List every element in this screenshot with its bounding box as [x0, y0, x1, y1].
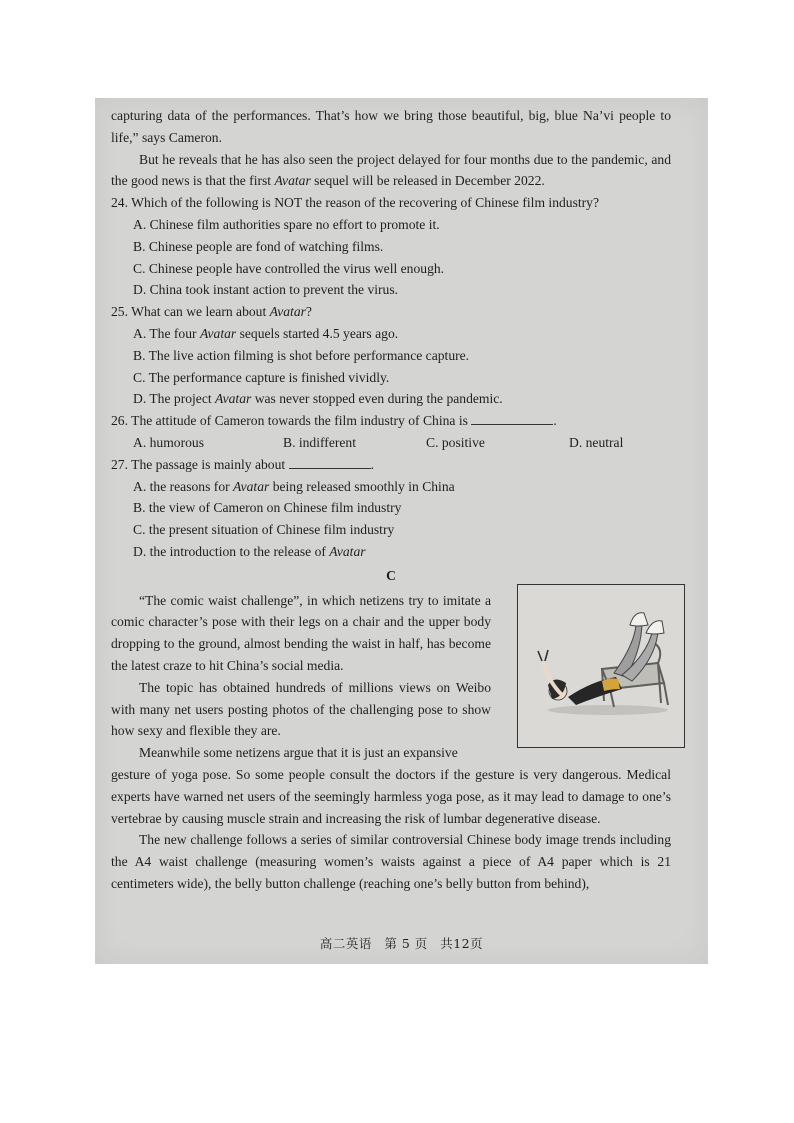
text-span: sequels started 4.5 years ago.: [236, 325, 399, 341]
text-span: 26. The attitude of Cameron towards the film industry of China is: [111, 413, 468, 429]
question-26-stem: [111, 410, 671, 432]
footer-page-number: 第 5 页: [384, 936, 428, 951]
footer-subject: 高二英语: [319, 936, 372, 951]
section-c-paragraph: The new challenge follows a series of similar controversial Chinese body image trends including the A4 waist challenge (measuring women’s waists against a piece of A4 paper which is 21 centimeters wide), the belly button challenge (reaching one’s belly button from behind),: [111, 832, 671, 891]
question-26-option-c: C. positive: [426, 434, 485, 450]
question-26-option-d: D. neutral: [569, 434, 624, 450]
section-c-paragraph: gesture of yoga pose. So some people consult the doctors if the gesture is very dangerous. Medical experts have warned net users of the seemingly harmless yoga pose, as it may lead to damage to one’s vertebrae by causing muscle strain and increasing the risk of lumbar degenerative disease.: [111, 766, 671, 826]
question-27-stem: [111, 454, 671, 476]
comic-waist-illustration: [517, 584, 685, 748]
comic-pose-drawing: [518, 585, 684, 747]
text-span: D. The project: [133, 391, 216, 407]
section-c-paragraph: Meanwhile some netizens argue that it is just an expansive: [139, 745, 458, 761]
question-24-option-a: A. Chinese film authorities spare no effort to promote it.: [133, 216, 440, 232]
question-26-option-b: B. indifferent: [283, 434, 356, 450]
question-24-option-c: C. Chinese people have controlled the virus well enough.: [133, 260, 445, 276]
question-27-option-b: B. the view of Cameron on Chinese film industry: [133, 500, 402, 516]
text-span: A. the reasons for: [133, 478, 234, 494]
section-c-heading: C: [386, 567, 396, 583]
italic-title: Avatar: [329, 543, 366, 559]
italic-title: Avatar: [199, 325, 237, 341]
question-24-option-b: B. Chinese people are fond of watching films.: [133, 238, 384, 254]
question-27-option-c: C. the present situation of Chinese film industry: [133, 522, 395, 538]
section-c-paragraph: “The comic waist challenge”, in which netizens try to imitate a comic character’s pose with their legs on a chair and the upper body dropping to the ground, almost bending the waist in half, has become the latest craze to hit China’s social media.: [111, 592, 491, 673]
question-24-option-d: D. China took instant action to prevent the virus.: [133, 282, 399, 298]
text-span: ?: [305, 304, 312, 320]
passage-b-paragraph: [111, 149, 671, 193]
answer-blank: [289, 456, 371, 469]
section-c-body: [111, 590, 671, 895]
question-27-option-d: [133, 541, 671, 563]
question-26-options: [133, 432, 671, 454]
question-25-option-b: B. The live action filming is shot before performance capture.: [133, 347, 470, 363]
answer-blank: [471, 412, 553, 425]
question-25-stem: [111, 301, 671, 323]
passage-b-paragraph: capturing data of the performances. That’s how we bring those beautiful, big, blue Na’vi people to life,” says Cameron.: [111, 108, 671, 145]
text-span: sequel will be released in December 2022.: [310, 173, 545, 189]
question-27-option-a: [133, 476, 671, 498]
question-25-option-d: [133, 388, 671, 410]
text-span: .: [553, 413, 557, 429]
question-25-option-c: C. The performance capture is finished vividly.: [133, 369, 390, 385]
italic-title: Avatar: [269, 304, 306, 320]
question-26-option-a: A. humorous: [133, 434, 204, 450]
question-24-stem: 24. Which of the following is NOT the reason of the recovering of Chinese film industry?: [111, 195, 600, 211]
text-span: was never stopped even during the pandemic.: [251, 391, 503, 407]
italic-title: Avatar: [233, 478, 270, 494]
italic-title: Avatar: [274, 173, 311, 189]
text-span: 27. The passage is mainly about: [111, 456, 286, 472]
text-span: .: [370, 456, 374, 472]
text-span: But he reveals that he has also seen the project delayed for four months due to the pandemic, and the good news is that the first: [111, 151, 671, 189]
question-25-option-a: [133, 323, 671, 345]
italic-title: Avatar: [215, 391, 252, 407]
text-span: 25. What can we learn about: [111, 304, 270, 320]
page-content: [111, 105, 671, 895]
page-footer: [95, 934, 708, 952]
section-c-paragraph: The topic has obtained hundreds of millions views on Weibo with many net users posting photos of the challenging pose to show how sexy and flexible they are.: [111, 679, 491, 739]
text-span: A. The four: [133, 325, 200, 341]
text-span: being released smoothly in China: [269, 478, 455, 494]
footer-total-pages: 共12页: [440, 936, 484, 951]
text-span: D. the introduction to the release of: [133, 543, 330, 559]
exam-page: [95, 98, 708, 964]
